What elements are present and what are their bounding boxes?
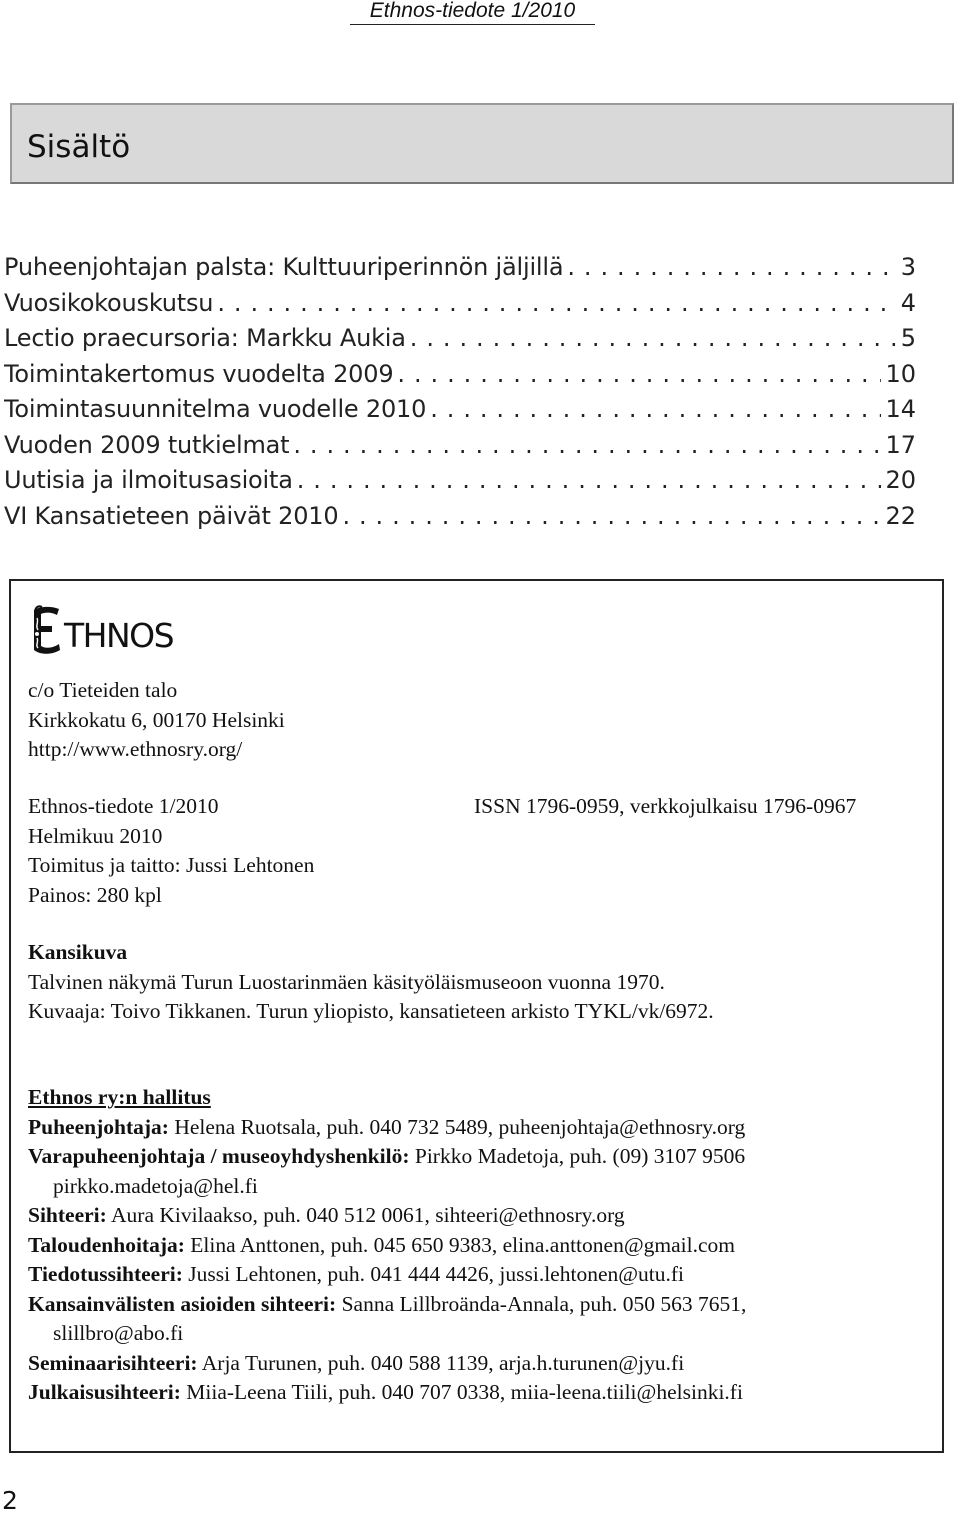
toc-leader-dots — [430, 392, 881, 428]
toc-item-title: Toimintasuunnitelma vuodelle 2010 — [4, 395, 427, 423]
print-run: Painos: 280 kpl — [28, 882, 162, 907]
cover-description: Talvinen näkymä Turun Luostarinmäen käsityöläismuseoon vuonna 1970. — [28, 969, 665, 994]
member-role: Sihteeri: — [28, 1203, 107, 1227]
member-details: Arja Turunen, puh. 040 588 1139, arja.h.turunen@jyu.fi — [197, 1350, 685, 1375]
member-details: Elina Anttonen, puh. 045 650 9383, elina.anttonen@gmail.com — [184, 1232, 735, 1257]
ethnos-logo — [30, 604, 190, 656]
toc-item-title: Vuoden 2009 tutkielmat — [4, 430, 290, 459]
board-member — [28, 1201, 746, 1231]
address-line: c/o Tieteiden talo — [28, 678, 178, 702]
toc-item-title: VI Kansatieteen päivät 2010 — [4, 501, 339, 530]
board-member — [28, 1142, 746, 1172]
address-block — [28, 676, 285, 765]
member-role: Julkaisusihteeri: — [28, 1380, 181, 1404]
toc-item[interactable] — [4, 499, 916, 535]
member-details-continued: slillbro@abo.fi — [53, 1321, 184, 1345]
toc-item-title: Toimintakertomus vuodelta 2009 — [4, 359, 394, 388]
member-details: Pirkko Madetoja, puh. (09) 3107 9506 — [409, 1144, 746, 1168]
cover-image-credit — [28, 938, 714, 1027]
toc-item-page: 22 — [885, 501, 916, 530]
website-link[interactable]: http://www.ethnosry.org/ — [28, 737, 243, 761]
member-details-continued: pirkko.madetoja@hel.fi — [53, 1173, 258, 1198]
contents-title-box — [10, 103, 954, 184]
toc-item-page: 4 — [900, 288, 916, 317]
toc-leader-dots — [342, 499, 881, 535]
toc-item-page: 20 — [885, 466, 916, 494]
toc-item[interactable] — [4, 357, 916, 393]
logo-wordmark: THNOS — [64, 616, 174, 655]
toc-leader-dots — [397, 357, 881, 393]
toc-leader-dots — [293, 428, 881, 464]
toc-item-page: 5 — [900, 324, 916, 352]
board-member — [28, 1349, 746, 1379]
toc-item[interactable] — [4, 286, 916, 322]
issue-label: Ethnos-tiedote 1/2010 — [28, 794, 219, 818]
board-member — [28, 1260, 746, 1290]
board-heading: Ethnos ry:n hallitus — [28, 1085, 211, 1109]
toc-item-title: Vuosikokouskutsu — [4, 288, 214, 317]
board-member — [28, 1290, 746, 1320]
cover-heading: Kansikuva — [28, 940, 128, 964]
member-details: Helena Ruotsala, puh. 040 732 5489, puheenjohtaja@ethnosry.org — [168, 1114, 746, 1139]
member-details: Sanna Lillbroända-Annala, puh. 050 563 7651, — [336, 1291, 747, 1316]
toc-item[interactable] — [4, 428, 916, 464]
board-member — [28, 1113, 746, 1143]
toc-item-title: Lectio praecursoria: Markku Aukia — [4, 324, 406, 352]
publication-info — [28, 792, 314, 910]
toc-item[interactable] — [4, 250, 916, 286]
toc-item-page: 10 — [885, 359, 916, 388]
ornamental-initial-e-icon — [30, 604, 62, 656]
member-details: Jussi Lehtonen, puh. 041 444 4426, jussi.lehtonen@utu.fi — [182, 1262, 685, 1286]
toc-item-page: 17 — [885, 430, 916, 459]
toc-item[interactable] — [4, 321, 916, 357]
member-role: Tiedotussihteeri: — [28, 1262, 183, 1286]
board-member — [28, 1231, 746, 1261]
issn-number: ISSN 1796-0959, verkkojulkaisu 1796-0967 — [474, 794, 857, 818]
member-role: Varapuheenjohtaja / museoyhdyshenkilö: — [28, 1144, 410, 1168]
toc-item[interactable] — [4, 392, 916, 428]
board-member — [28, 1378, 746, 1408]
toc-item-title: Uutisia ja ilmoitusasioita — [4, 466, 293, 494]
toc-leader-dots — [567, 250, 896, 286]
cover-photographer: Kuvaaja: Toivo Tikkanen. Turun yliopisto, kansatieteen arkisto TYKL/vk/6972. — [28, 999, 714, 1023]
toc-item-title: Puheenjohtajan palsta: Kulttuuriperinnön jäljillä — [4, 253, 564, 281]
running-header: Ethnos-tiedote 1/2010 — [350, 0, 595, 25]
table-of-contents — [4, 250, 916, 534]
toc-leader-dots — [297, 463, 882, 499]
member-role: Seminaarisihteeri: — [28, 1350, 198, 1375]
page-number: 2 — [2, 1486, 18, 1515]
contents-title: Sisältö — [27, 129, 131, 165]
issue-date: Helmikuu 2010 — [28, 823, 163, 848]
member-role: Kansainvälisten asioiden sihteeri: — [28, 1291, 337, 1316]
member-role: Puheenjohtaja: — [28, 1114, 169, 1139]
toc-item-page: 14 — [885, 395, 916, 423]
toc-item[interactable] — [4, 463, 916, 499]
address-line: Kirkkokatu 6, 00170 Helsinki — [28, 707, 285, 732]
toc-leader-dots — [217, 286, 896, 322]
member-role: Taloudenhoitaja: — [28, 1232, 185, 1257]
member-details: Miia-Leena Tiili, puh. 040 707 0338, miia-leena.tiili@helsinki.fi — [180, 1380, 743, 1404]
member-details: Aura Kivilaakso, puh. 040 512 0061, sihteeri@ethnosry.org — [106, 1203, 625, 1227]
toc-item-page: 3 — [900, 253, 916, 281]
board-members — [28, 1083, 746, 1408]
toc-leader-dots — [410, 321, 897, 357]
editor-credit: Toimitus ja taitto: Jussi Lehtonen — [28, 853, 315, 877]
